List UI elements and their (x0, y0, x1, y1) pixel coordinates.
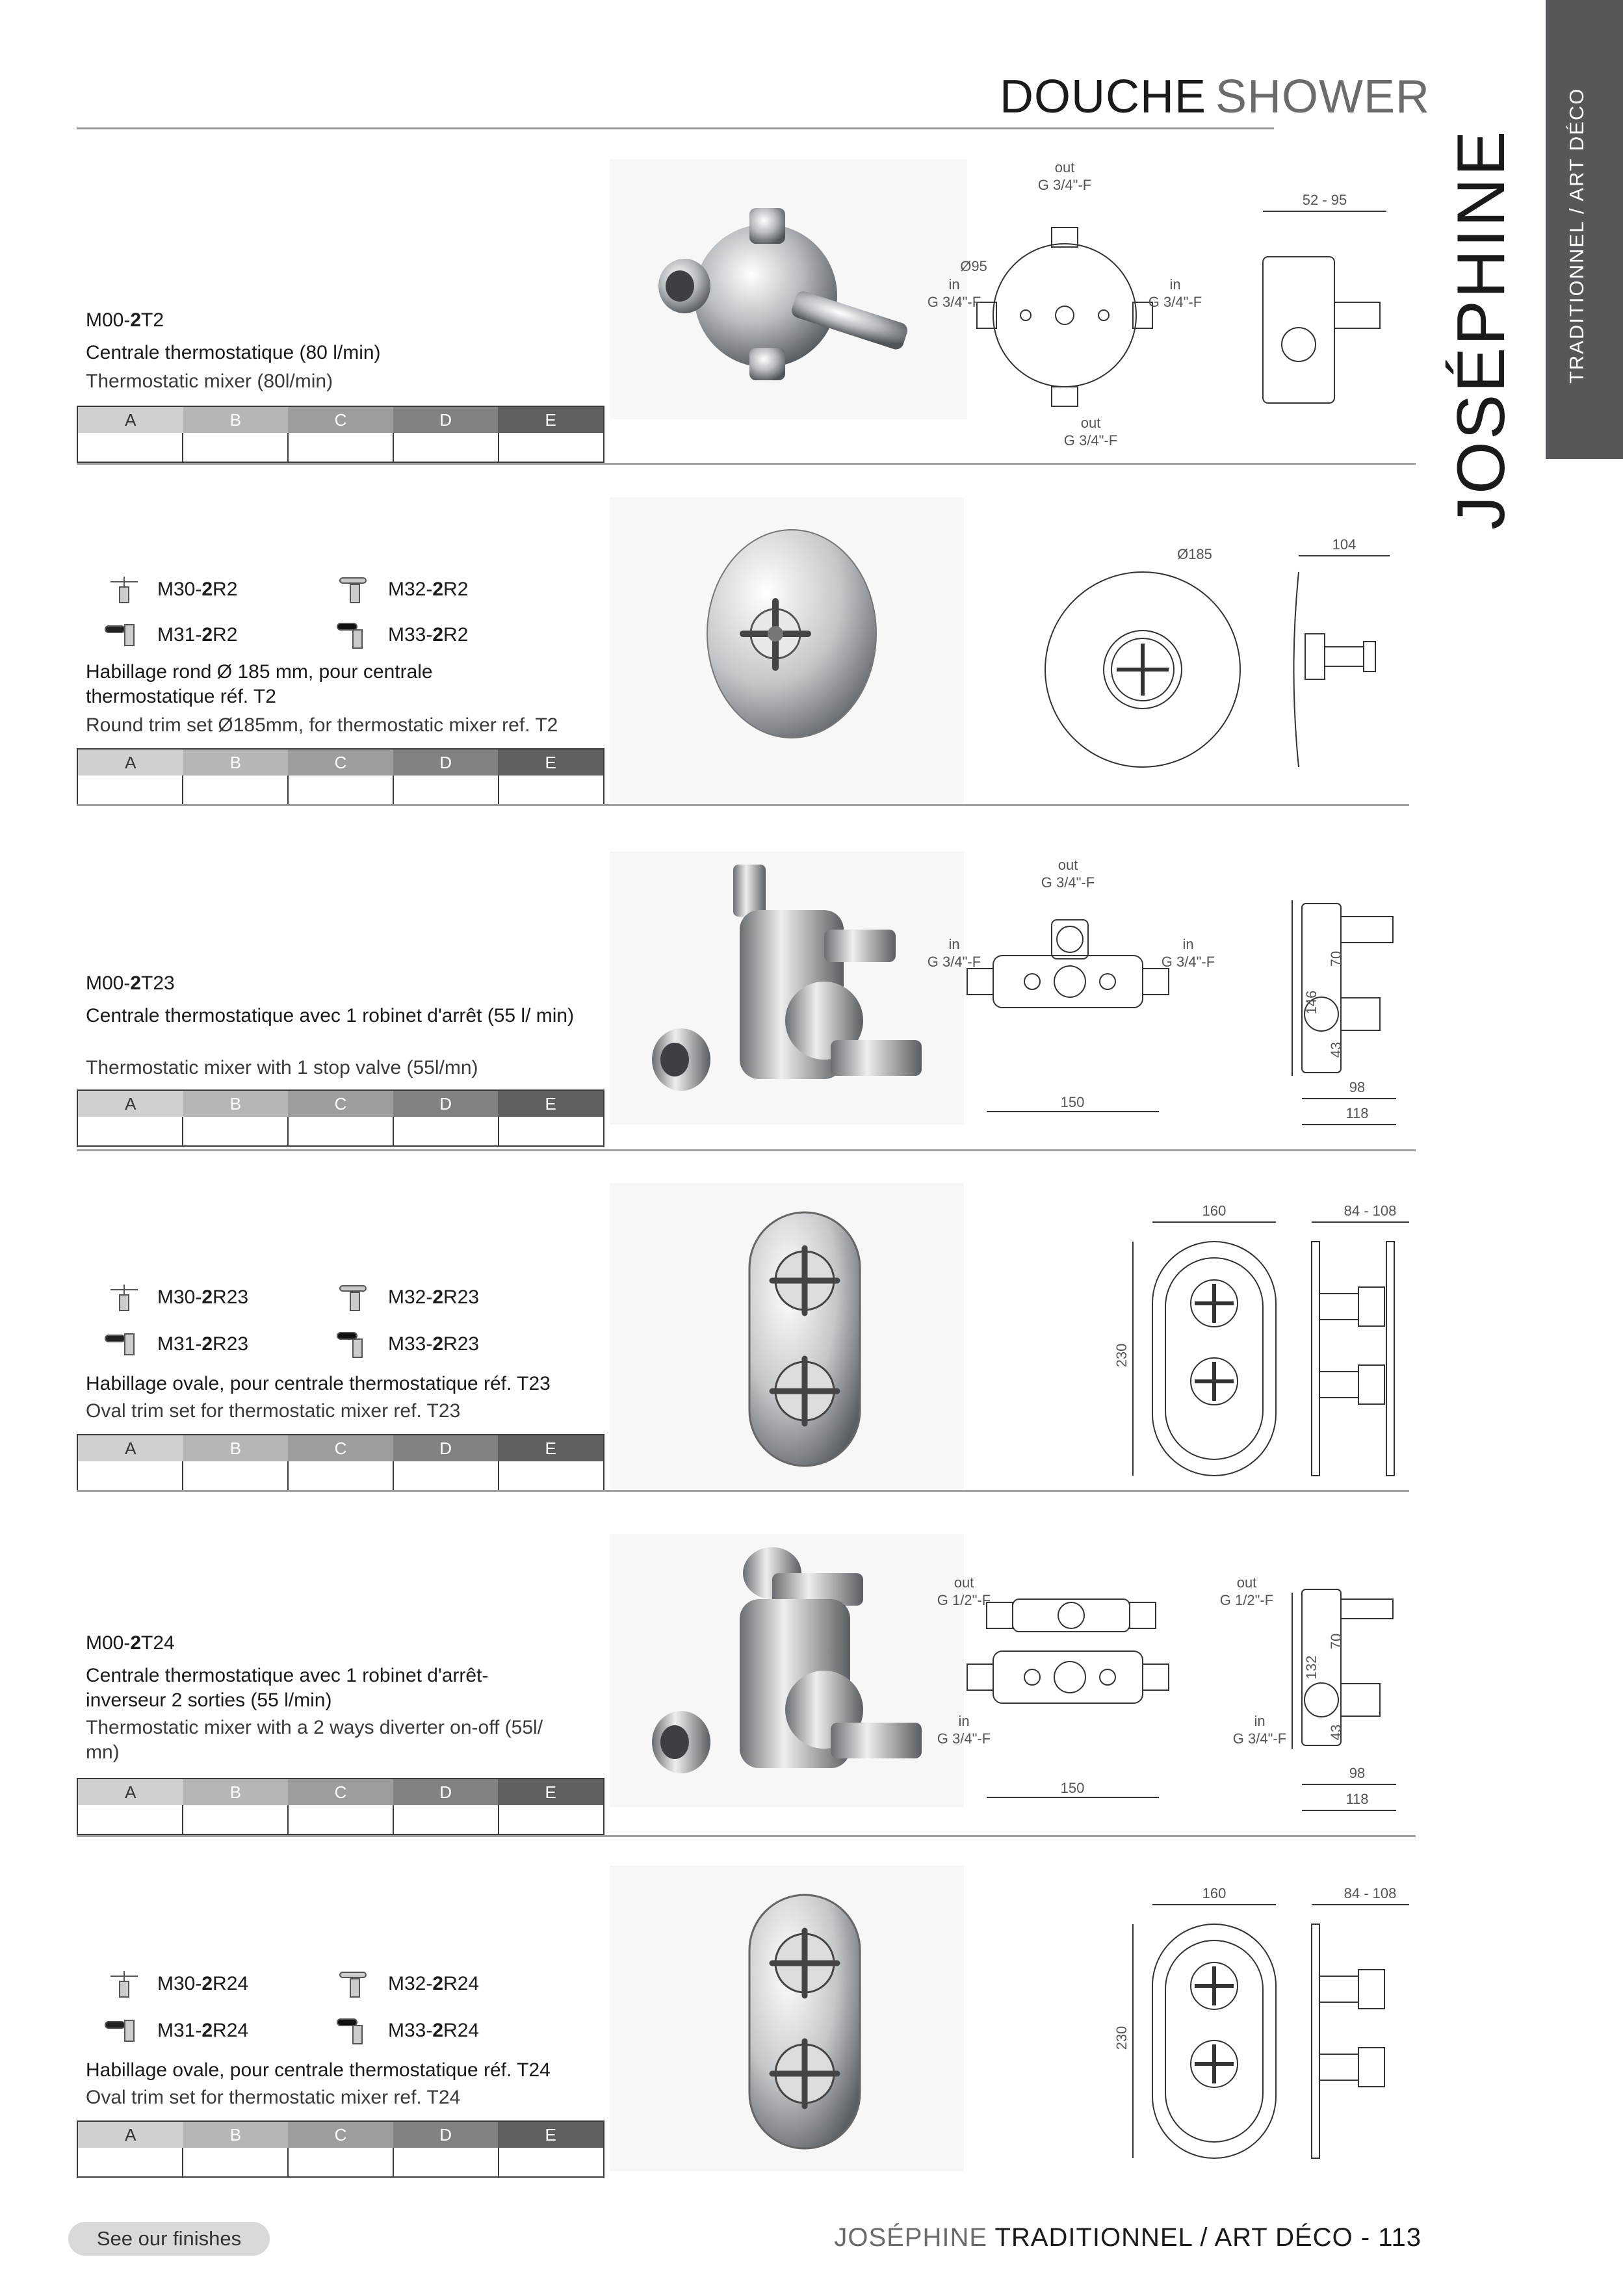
description-en: Oval trim set for thermostatic mixer ref. T23 (86, 1400, 461, 1422)
finish-header-e: E (498, 1779, 603, 1805)
finish-table (77, 1434, 604, 1491)
footer-brand: JOSÉPHINE (834, 2223, 988, 2252)
svg-text:Ø185: Ø185 (1177, 546, 1212, 562)
description-en: Thermostatic mixer with 1 stop valve (55l/mn) (86, 1057, 478, 1078)
product-code: M00-2T24 (86, 1632, 175, 1654)
handle-option: M31- 2 R23 (103, 1329, 248, 1360)
product-divider (77, 463, 1416, 465)
svg-text:70: 70 (1328, 950, 1344, 967)
handle-option: M33- 2 R23 (333, 1329, 479, 1360)
product-code: M00-2T2 (86, 309, 164, 331)
handle-option: M32- 2 R24 (333, 1968, 479, 2000)
description-en: Thermostatic mixer (80l/min) (86, 371, 333, 392)
product-r23-trim (77, 1183, 1416, 1495)
product-m00-2t23 (77, 839, 1416, 1151)
description-fr: Centrale thermostatique avec 1 robinet d'arrêt (55 l/ min) (86, 1005, 575, 1026)
product-code: M00-2T23 (86, 972, 175, 994)
black-lever-icon (333, 1329, 376, 1360)
svg-text:52 - 95: 52 - 95 (1302, 192, 1347, 208)
finish-header-b: B (183, 1779, 289, 1805)
finish-cell-c (289, 433, 394, 462)
finish-header-c: C (288, 1779, 393, 1805)
svg-text:out: out (1054, 159, 1075, 176)
finish-header-d: D (393, 2122, 499, 2148)
svg-text:150: 150 (1060, 1780, 1085, 1796)
technical-drawing (987, 497, 1403, 803)
svg-text:G 1/2"-F: G 1/2"-F (937, 1592, 991, 1608)
svg-text:in: in (958, 1713, 970, 1729)
finish-cell-b (183, 433, 289, 462)
svg-text:out: out (1236, 1574, 1257, 1591)
cross-handle-icon (103, 1282, 146, 1313)
svg-text:in: in (1254, 1713, 1266, 1729)
product-r24-trim (77, 1866, 1416, 2178)
svg-text:230: 230 (1113, 2026, 1130, 2050)
svg-text:in: in (1182, 936, 1194, 952)
porcelain-lever-icon (103, 1329, 146, 1360)
finish-cell-e (499, 433, 603, 462)
handle-option: M30- 2 R2 (103, 574, 237, 605)
finish-header-a: A (78, 1091, 183, 1117)
svg-text:150: 150 (1060, 1094, 1085, 1110)
product-divider (77, 1149, 1416, 1151)
product-photo (610, 1183, 964, 1489)
svg-text:G 3/4"-F: G 3/4"-F (927, 954, 981, 970)
header-divider (77, 127, 1274, 129)
svg-text:out: out (954, 1574, 974, 1591)
finish-table (77, 1778, 604, 1835)
finish-cell-d (394, 433, 499, 462)
title-en: SHOWER (1215, 71, 1430, 123)
cross-handle-icon (103, 574, 146, 605)
description-fr: Habillage ovale, pour centrale thermostatique réf. T24 (86, 2059, 551, 2081)
finish-header-a: A (78, 407, 183, 433)
brand-vertical-title: JOSÉPHINE (1444, 129, 1519, 530)
handle-option: M31- 2 R2 (103, 620, 237, 651)
svg-text:132: 132 (1303, 1655, 1319, 1680)
svg-text:out: out (1080, 415, 1101, 431)
product-divider (77, 804, 1409, 806)
handle-option: M32- 2 R23 (333, 1282, 479, 1313)
finish-header-a: A (78, 750, 183, 776)
lever-handle-icon (333, 1968, 376, 2000)
description-fr: Centrale thermostatique (80 l/min) (86, 342, 381, 363)
finish-header-c: C (288, 1435, 393, 1461)
svg-text:146: 146 (1303, 990, 1319, 1015)
product-m00-2t2 (77, 156, 1416, 465)
page-title (845, 70, 1430, 124)
finish-table (77, 2120, 604, 2178)
product-photo (610, 1866, 964, 2171)
black-lever-icon (333, 620, 376, 651)
side-drawing (1305, 1196, 1416, 1482)
finish-header-a: A (78, 1779, 183, 1805)
finish-header-b: B (183, 1091, 289, 1117)
technical-drawing (902, 852, 1416, 1138)
finish-header-b: B (183, 407, 289, 433)
finish-header-d: D (393, 750, 499, 776)
porcelain-lever-icon (103, 2015, 146, 2046)
section-tab-label: TRADITIONNEL / ART DÉCO (1565, 87, 1588, 384)
finish-header-d: D (393, 1779, 499, 1805)
finish-header-a: A (78, 2122, 183, 2148)
finish-header-e: E (498, 407, 603, 433)
finish-header-b: B (183, 750, 289, 776)
finish-table (77, 748, 604, 805)
description-en: Thermostatic mixer with a 2 ways diverter on-off (55l/ mn) (86, 1717, 543, 1763)
svg-text:G 3/4"-F: G 3/4"-F (937, 1730, 991, 1747)
svg-text:G 3/4"-F: G 3/4"-F (1063, 432, 1118, 449)
handle-option: M32- 2 R2 (333, 574, 468, 605)
porcelain-lever-icon (103, 620, 146, 651)
svg-text:84 - 108: 84 - 108 (1344, 1203, 1397, 1219)
svg-text:G 3/4"-F: G 3/4"-F (1037, 177, 1092, 193)
side-drawing (1305, 1879, 1416, 2165)
finish-header-a: A (78, 1435, 183, 1461)
cross-handle-icon (103, 1968, 146, 2000)
description-en: Oval trim set for thermostatic mixer ref. T24 (86, 2087, 461, 2108)
handle-option: M33- 2 R2 (333, 620, 468, 651)
svg-text:70: 70 (1328, 1633, 1344, 1650)
finish-header-c: C (288, 407, 393, 433)
svg-text:G 3/4"-F: G 3/4"-F (1161, 954, 1215, 970)
svg-text:98: 98 (1349, 1765, 1366, 1781)
svg-text:out: out (1058, 857, 1078, 873)
svg-text:98: 98 (1349, 1079, 1366, 1095)
svg-text:43: 43 (1328, 1041, 1344, 1058)
finish-header-b: B (183, 1435, 289, 1461)
finish-header-e: E (498, 1091, 603, 1117)
svg-text:230: 230 (1113, 1343, 1130, 1368)
product-r2-trim (77, 497, 1416, 809)
svg-text:118: 118 (1345, 1791, 1369, 1807)
finish-header-e: E (498, 1435, 603, 1461)
svg-text:in: in (948, 936, 960, 952)
svg-text:in: in (948, 276, 960, 293)
page-footer (834, 2223, 1422, 2252)
finish-header-e: E (498, 750, 603, 776)
handle-option: M33- 2 R24 (333, 2015, 479, 2046)
finish-table (77, 1089, 604, 1147)
svg-text:43: 43 (1328, 1724, 1344, 1741)
svg-text:G 3/4"-F: G 3/4"-F (1041, 874, 1095, 891)
technical-drawing (902, 156, 1396, 462)
svg-text:160: 160 (1202, 1885, 1227, 1901)
handle-option: M30- 2 R24 (103, 1968, 248, 2000)
product-photo (610, 497, 964, 803)
finish-cell-a (78, 433, 183, 462)
product-divider (77, 1490, 1409, 1492)
handle-option: M30- 2 R23 (103, 1282, 248, 1313)
black-lever-icon (333, 2015, 376, 2046)
svg-text:160: 160 (1202, 1203, 1227, 1219)
finish-header-c: C (288, 750, 393, 776)
svg-text:118: 118 (1345, 1105, 1369, 1121)
lever-handle-icon (333, 574, 376, 605)
finish-header-c: C (288, 1091, 393, 1117)
footer-section-page: TRADITIONNEL / ART DÉCO - 113 (994, 2223, 1422, 2252)
finish-header-c: C (288, 2122, 393, 2148)
svg-text:G 3/4"-F: G 3/4"-F (927, 294, 981, 310)
finish-header-d: D (393, 1091, 499, 1117)
title-fr: DOUCHE (999, 71, 1206, 123)
svg-text:84 - 108: 84 - 108 (1344, 1885, 1397, 1901)
svg-text:G 3/4"-F: G 3/4"-F (1232, 1730, 1287, 1747)
finish-table (77, 406, 604, 463)
description-en: Round trim set Ø185mm, for thermostatic mixer ref. T2 (86, 714, 558, 736)
description-fr: Habillage rond Ø 185 mm, pour centrale thermostatique réf. T2 (86, 661, 433, 707)
product-divider (77, 1835, 1416, 1837)
technical-drawing (902, 1537, 1416, 1823)
svg-text:Ø95: Ø95 (960, 258, 987, 274)
finish-header-b: B (183, 2122, 289, 2148)
svg-text:in: in (1169, 276, 1181, 293)
finish-header-e: E (498, 2122, 603, 2148)
description-fr: Habillage ovale, pour centrale thermostatique réf. T23 (86, 1373, 551, 1394)
finish-header-d: D (393, 407, 499, 433)
product-m00-2t24 (77, 1524, 1416, 1836)
svg-text:104: 104 (1332, 536, 1357, 553)
finish-header-d: D (393, 1435, 499, 1461)
lever-handle-icon (333, 1282, 376, 1313)
see-finishes-button[interactable]: See our finishes (68, 2222, 270, 2256)
svg-text:G 1/2"-F: G 1/2"-F (1219, 1592, 1274, 1608)
svg-text:G 3/4"-F: G 3/4"-F (1148, 294, 1202, 310)
handle-option: M31- 2 R24 (103, 2015, 248, 2046)
description-fr: Centrale thermostatique avec 1 robinet d'arrêt-inverseur 2 sorties (55 l/min) (86, 1665, 489, 1711)
